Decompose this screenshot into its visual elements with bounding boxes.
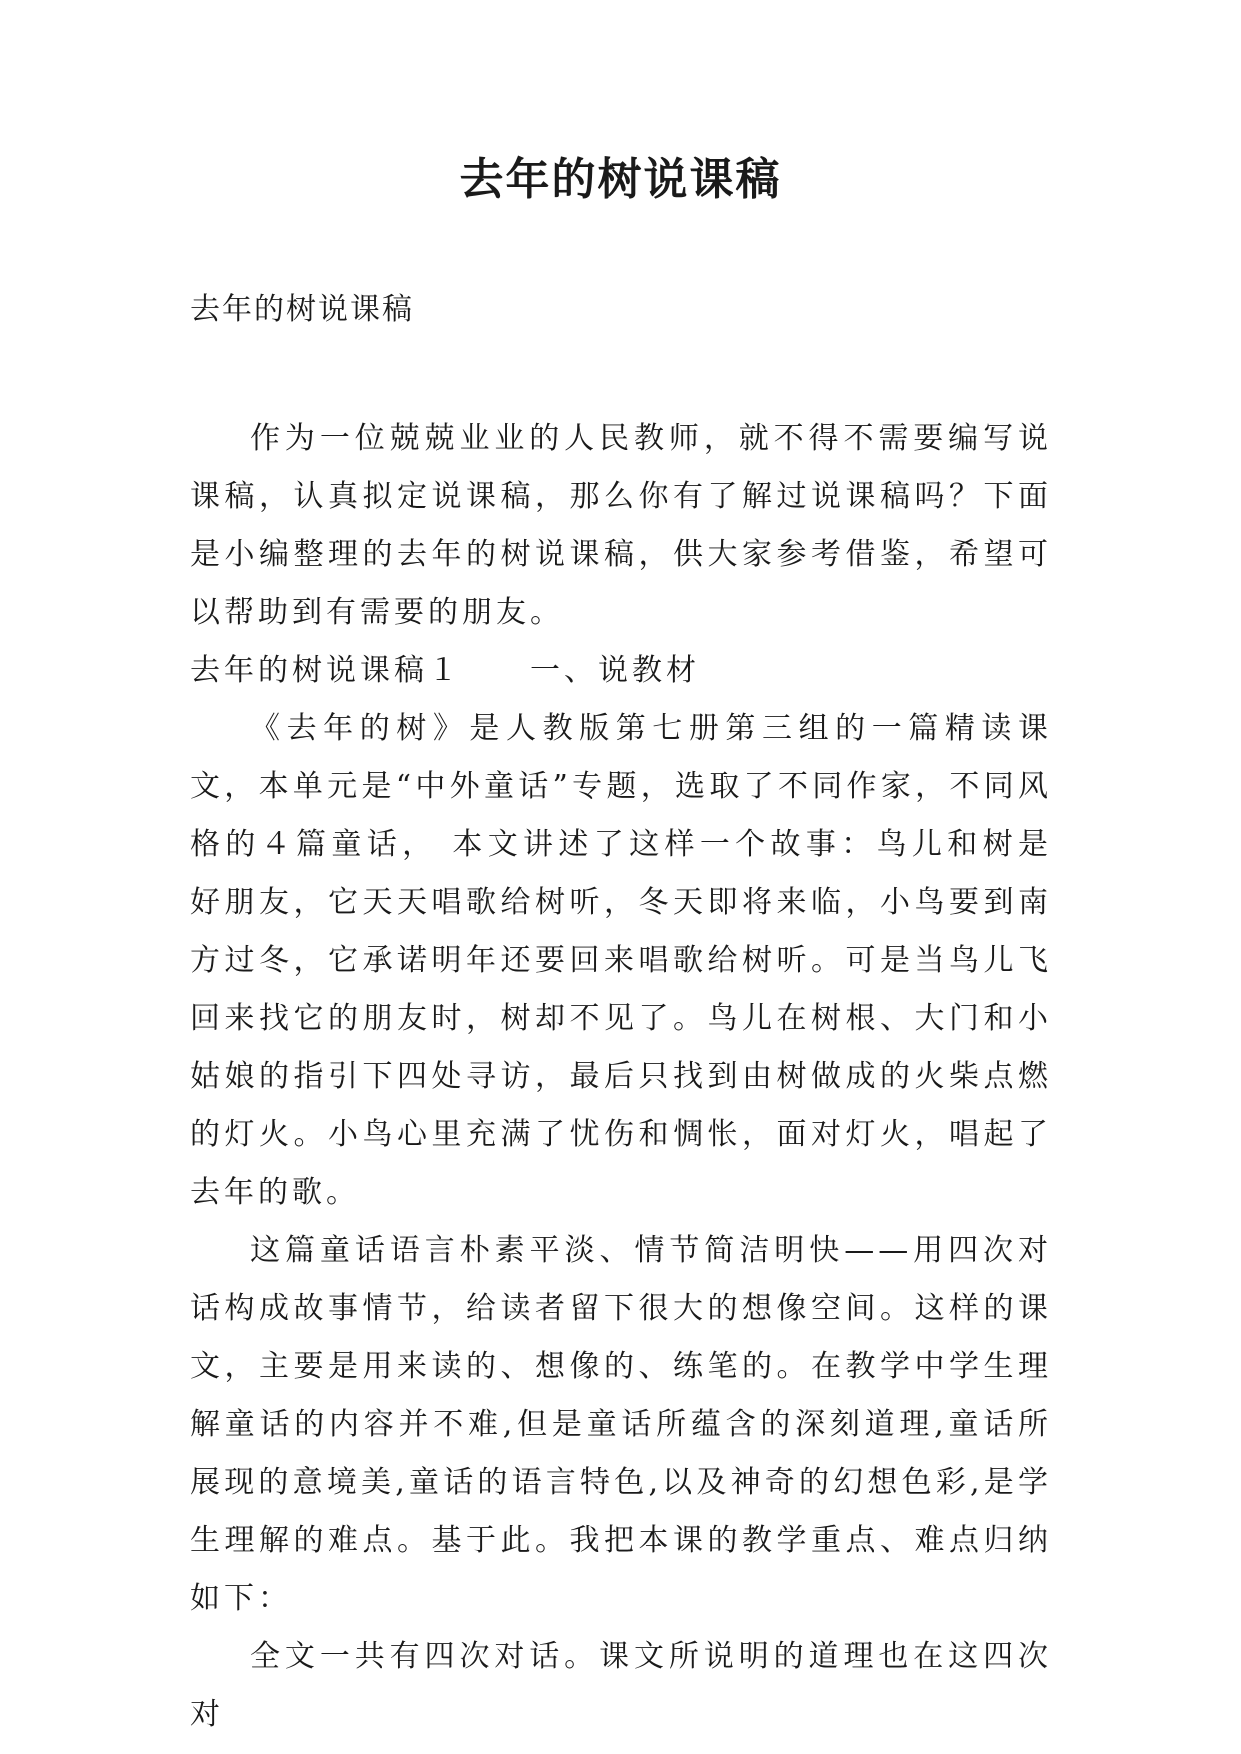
document-title: 去年的树说课稿 [459,154,782,205]
section-heading: 去年的树说课稿１ 一、说教材 [190,653,700,688]
paragraph-analysis: 这篇童话语言朴素平淡、情节简洁明快——用四次对话构成故事情节，给读者留下很大的想像空间。这样的课文，主要是用来读的、想像的、练笔的。在教学中学生理解童话的内容并不难,但是童话所蕴含的深刻道理,童话所展现的意境美,童话的语言特色,以及神奇的幻想色彩,是学生理解的难点。基于此。我把本课的教学重点、难点归纳如下： [190,1233,1052,1616]
document-body [190,410,1052,1744]
document-subtitle: 去年的树说课稿 [190,292,414,327]
paragraph-dialogue: 全文一共有四次对话。课文所说明的道理也在这四次对 [190,1639,1052,1732]
paragraph-textbook: 《去年的树》是人教版第七册第三组的一篇精读课文，本单元是“中外童话”专题，选取了不同作家，不同风格的４篇童话， 本文讲述了这样一个故事：鸟儿和树是好朋友，它天天唱歌给树听，冬天即将来临，小鸟要到南方过冬，它承诺明年还要回来唱歌给树听。可是当鸟儿飞回来找它的朋友时，树却不见了。鸟儿在树根、大门和小姑娘的指引下四处寻访，最后只找到由树做成的火柴点燃的灯火。小鸟心里充满了忧伤和惆怅，面对灯火，唱起了去年的歌。 [190,711,1052,1210]
paragraph-intro: 作为一位兢兢业业的人民教师，就不得不需要编写说课稿，认真拟定说课稿，那么你有了解过说课稿吗？下面是小编整理的去年的树说课稿，供大家参考借鉴，希望可以帮助到有需要的朋友。 [190,421,1052,630]
